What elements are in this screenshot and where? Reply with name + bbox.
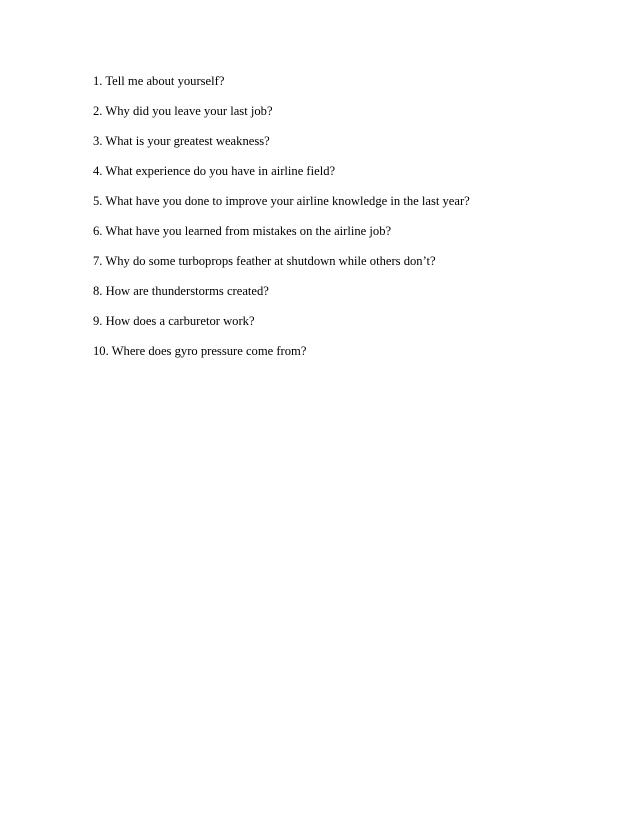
question-item: 5. What have you done to improve your airline knowledge in the last year? xyxy=(93,194,470,208)
question-item: 8. How are thunderstorms created? xyxy=(93,284,269,298)
question-item: 4. What experience do you have in airline field? xyxy=(93,164,336,178)
question-item: 1. Tell me about yourself? xyxy=(93,74,225,88)
question-item: 2. Why did you leave your last job? xyxy=(93,104,273,118)
question-item: 9. How does a carburetor work? xyxy=(93,314,255,328)
question-item: 10. Where does gyro pressure come from? xyxy=(93,344,307,358)
question-item: 6. What have you learned from mistakes on the airline job? xyxy=(93,224,392,238)
question-item: 3. What is your greatest weakness? xyxy=(93,134,270,148)
question-item: 7. Why do some turboprops feather at shutdown while others don’t? xyxy=(93,254,436,268)
question-list xyxy=(93,70,470,370)
